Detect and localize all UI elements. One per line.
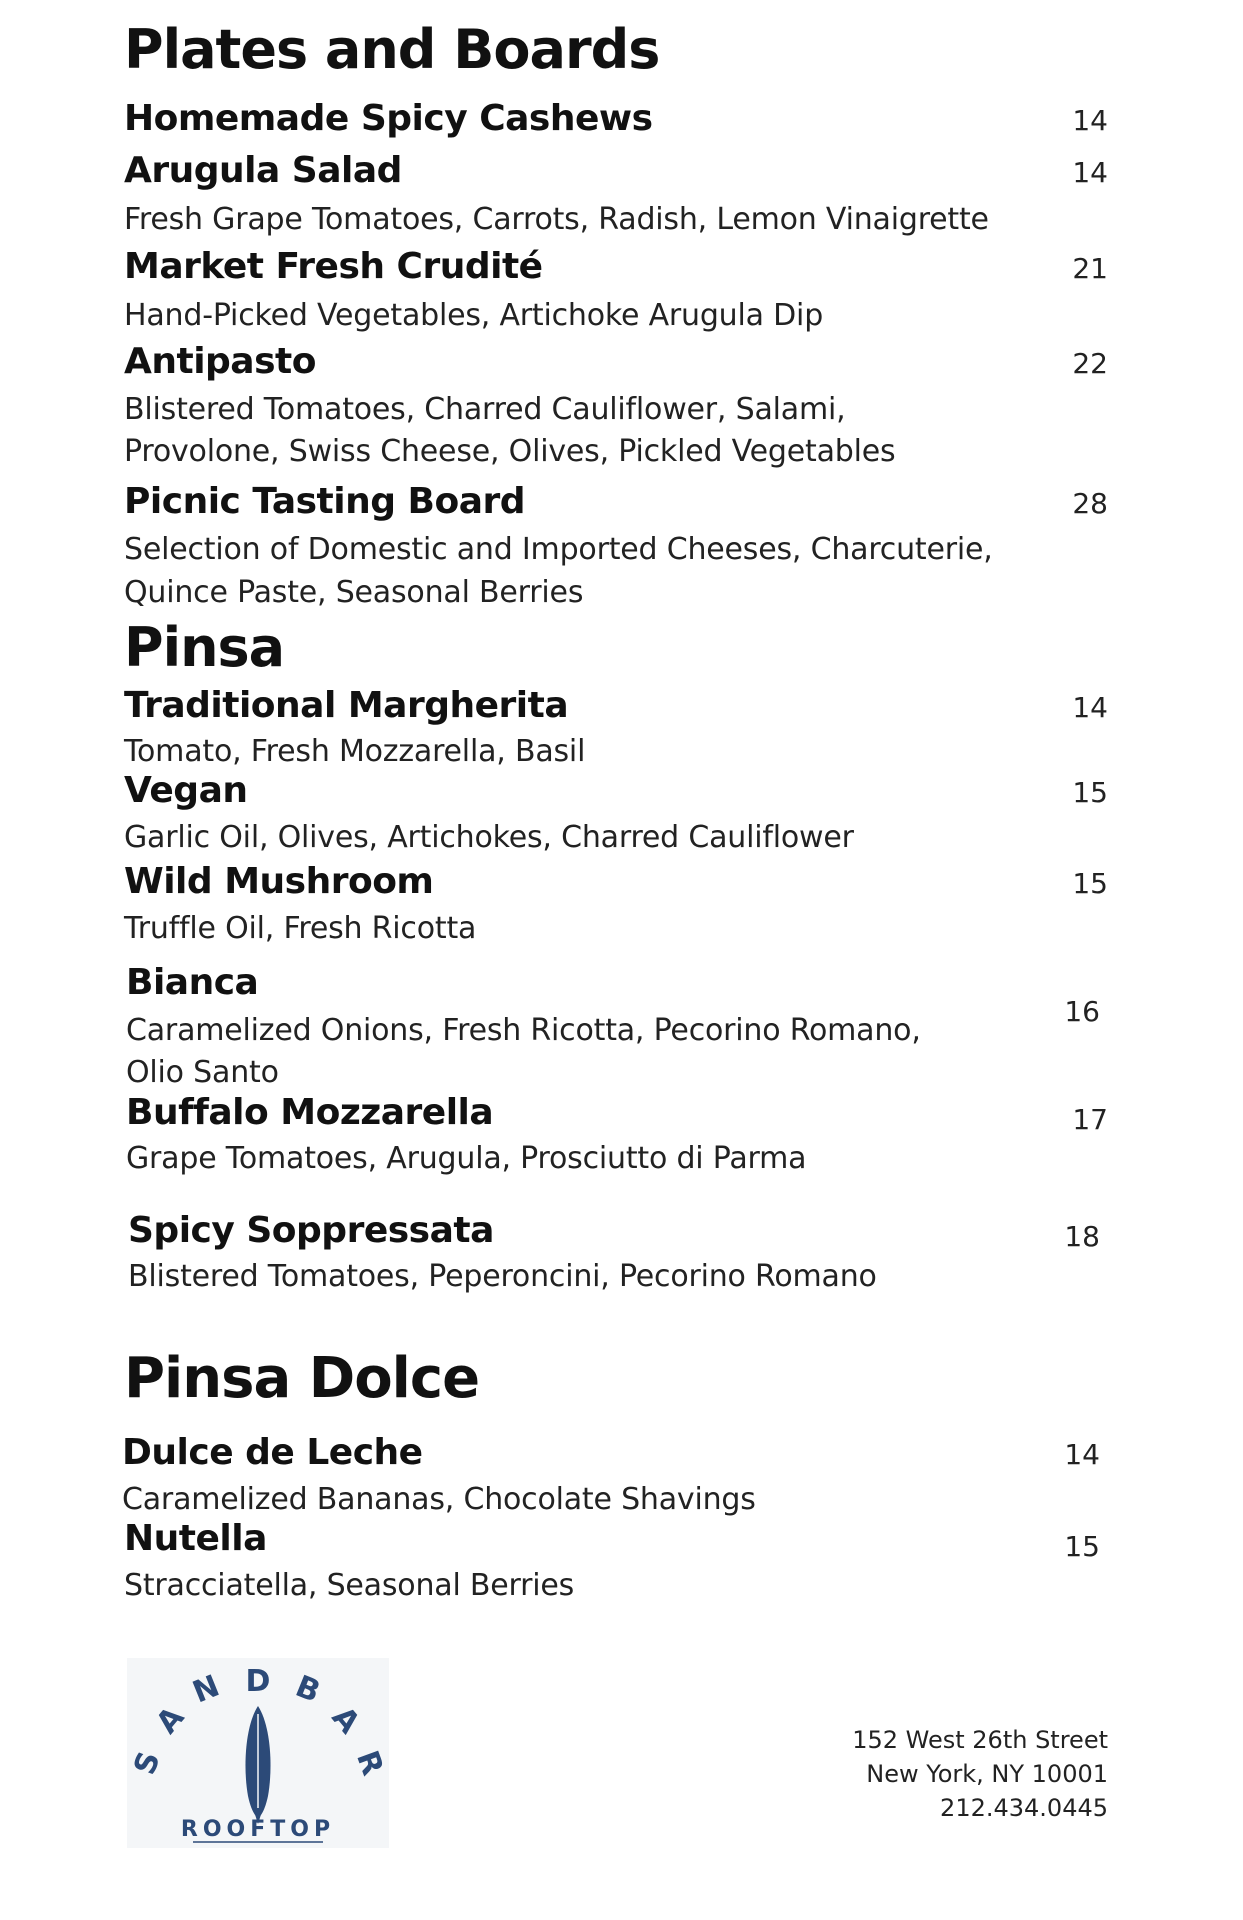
logo-arc-letter: N [187,1668,225,1711]
section-title-pinsa: Pinsa [124,616,285,679]
menu-item-description: Caramelized Bananas, Chocolate Shavings [122,1482,756,1517]
menu-item-name: Homemade Spicy Cashews [124,98,653,139]
menu-item-description: Provolone, Swiss Cheese, Olives, Pickled Vegetables [124,434,896,469]
menu-item-description: Hand-Picked Vegetables, Artichoke Arugula Dip [124,298,824,333]
menu-item-description: Blistered Tomatoes, Peperoncini, Pecorino Romano [128,1259,877,1294]
menu-item-description: Garlic Oil, Olives, Artichokes, Charred Cauliflower [124,820,854,855]
menu-item-price: 15 [1064,1530,1100,1563]
menu-item-name: Antipasto [124,341,316,382]
logo-arc-letter: B [290,1668,325,1710]
menu-item-description: Stracciatella, Seasonal Berries [124,1568,575,1603]
logo-subtitle: ROOFTOP [180,1817,336,1842]
address-street: 152 West 26th Street [852,1726,1108,1754]
logo-arc-letter: S [127,1747,168,1780]
menu-item-name: Picnic Tasting Board [124,481,526,522]
menu-item-description: Tomato, Fresh Mozzarella, Basil [124,734,586,769]
menu-item-description: Selection of Domestic and Imported Cheeses, Charcuterie, [124,532,993,567]
menu-item-name: Market Fresh Crudité [124,246,543,287]
menu-item-description: Quince Paste, Seasonal Berries [124,575,584,610]
menu-item-name: Spicy Soppressata [128,1210,494,1251]
menu-item-name: Vegan [124,770,248,811]
sandbar-rooftop-logo [127,1658,389,1848]
menu-item-description: Grape Tomatoes, Arugula, Prosciutto di Parma [126,1141,807,1176]
menu-item-name: Bianca [126,962,259,1003]
section-title-dolce: Pinsa Dolce [124,1346,480,1411]
menu-item-name: Buffalo Mozzarella [126,1092,494,1133]
menu-item-price: 14 [1072,691,1108,724]
menu-item-description: Fresh Grape Tomatoes, Carrots, Radish, Lemon Vinaigrette [124,202,989,237]
menu-item-name: Nutella [124,1518,267,1559]
menu-item-name: Arugula Salad [124,150,402,191]
menu-item-price: 28 [1072,487,1108,520]
menu-item-price: 18 [1064,1220,1100,1253]
logo-arc-letter: A [324,1700,367,1741]
menu-item-name: Wild Mushroom [124,861,434,902]
menu-item-price: 14 [1064,1438,1100,1471]
menu-item-price: 14 [1072,104,1108,137]
logo-arc-letter: R [349,1746,389,1781]
menu-item-name: Dulce de Leche [122,1432,423,1473]
menu-item-description: Olio Santo [126,1055,279,1090]
address-city: New York, NY 10001 [866,1760,1108,1788]
menu-item-name: Traditional Margherita [124,685,569,726]
menu-item-price: 17 [1072,1103,1108,1136]
section-title-plates: Plates and Boards [124,18,660,81]
menu-item-price: 21 [1072,252,1108,285]
menu-item-price: 15 [1072,776,1108,809]
menu-item-price: 15 [1072,867,1108,900]
menu-item-price: 22 [1072,347,1108,380]
logo-arc-letter: D [245,1664,271,1699]
menu-item-price: 16 [1064,995,1100,1028]
logo-arc-letter: A [149,1700,192,1741]
menu-item-description: Caramelized Onions, Fresh Ricotta, Pecorino Romano, [126,1013,921,1048]
menu-item-description: Blistered Tomatoes, Charred Cauliflower, Salami, [124,392,846,427]
menu-item-price: 14 [1072,156,1108,189]
address-phone: 212.434.0445 [940,1794,1108,1822]
surfboard-icon [245,1706,270,1824]
menu-item-description: Truffle Oil, Fresh Ricotta [124,911,477,946]
logo-graphic [127,1658,389,1848]
